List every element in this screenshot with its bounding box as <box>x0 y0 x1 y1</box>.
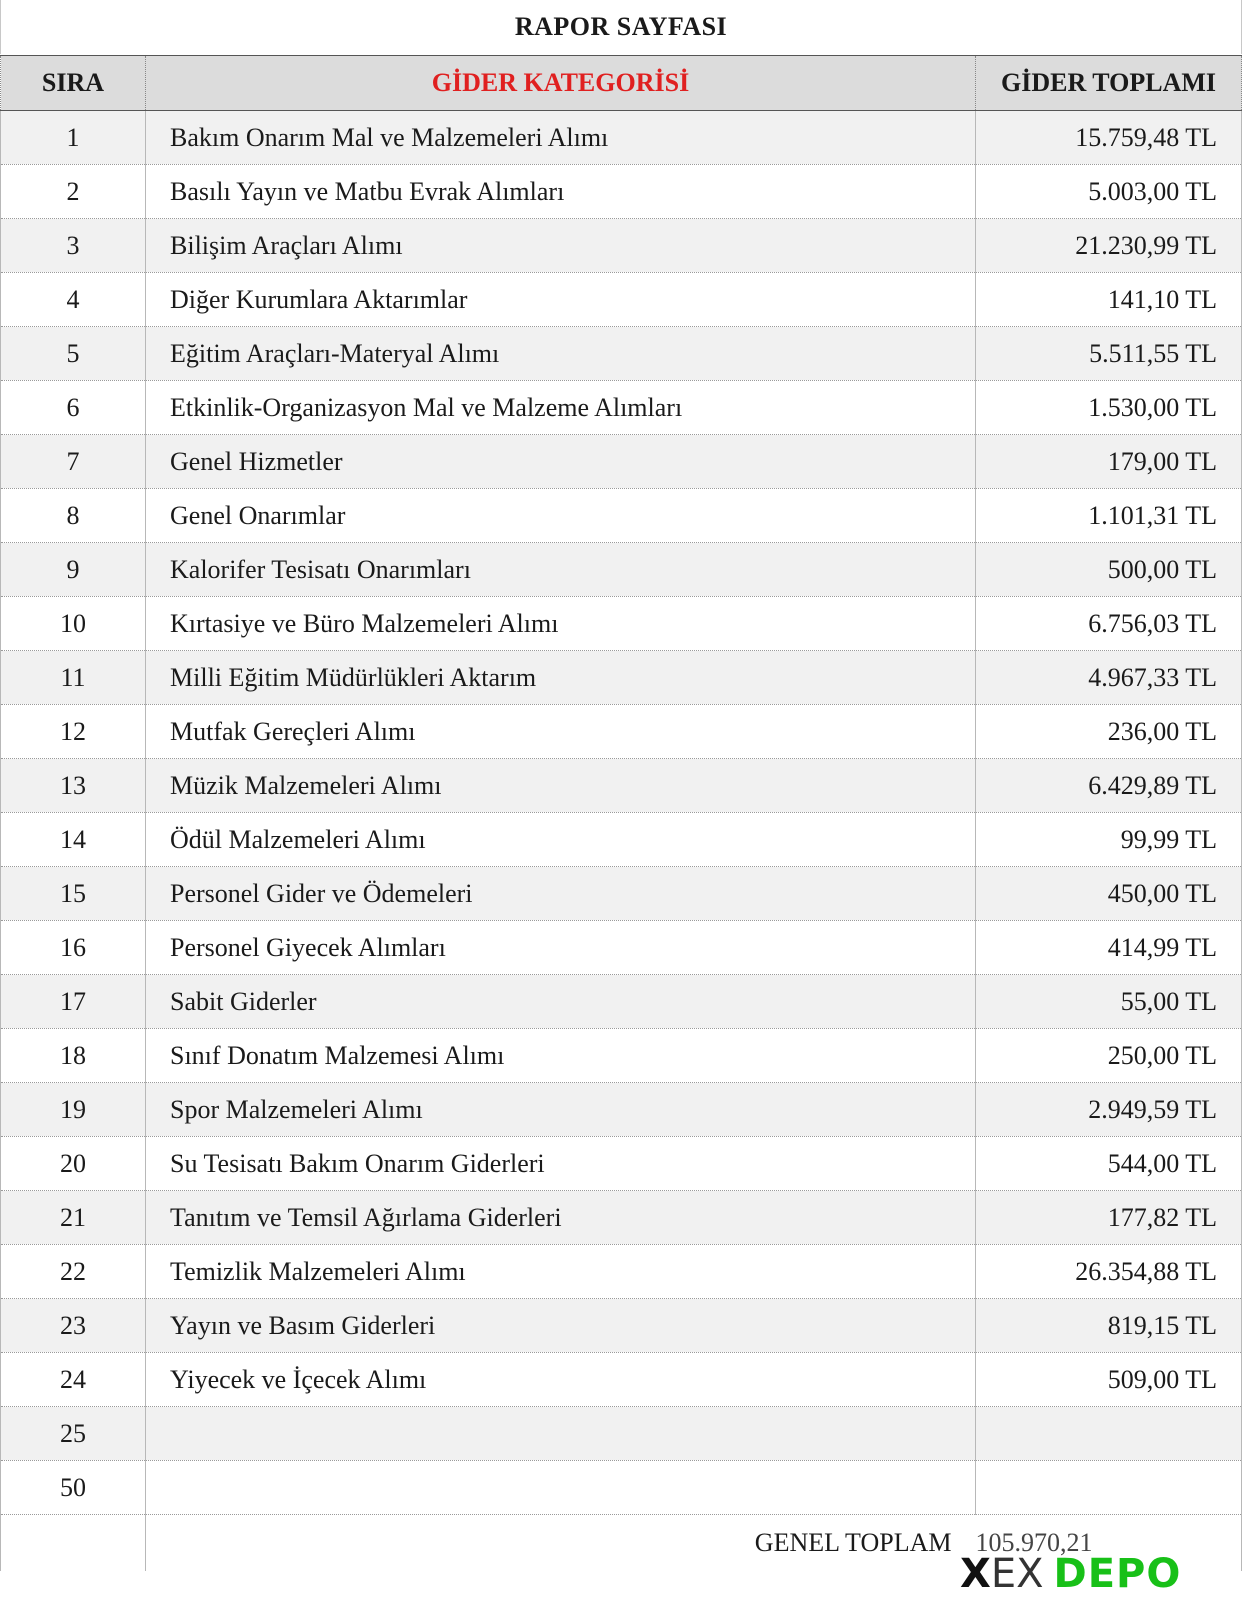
watermark-x: X <box>960 1551 991 1597</box>
toplam-cell: 179,00 TL <box>976 435 1242 489</box>
sira-cell: 11 <box>1 651 146 705</box>
kategori-cell: Temizlik Malzemeleri Alımı <box>146 1245 976 1299</box>
kategori-cell: Sabit Giderler <box>146 975 976 1029</box>
sira-cell: 15 <box>1 867 146 921</box>
table-row <box>1 1461 1242 1515</box>
kategori-cell: Genel Onarımlar <box>146 489 976 543</box>
sira-cell: 7 <box>1 435 146 489</box>
toplam-cell: 819,15 TL <box>976 1299 1242 1353</box>
expense-table <box>0 55 1242 1571</box>
kategori-cell: Genel Hizmetler <box>146 435 976 489</box>
total-label: GENEL TOPLAM <box>146 1515 976 1572</box>
toplam-cell: 1.530,00 TL <box>976 381 1242 435</box>
toplam-cell: 15.759,48 TL <box>976 111 1242 165</box>
kategori-cell: Yiyecek ve İçecek Alımı <box>146 1353 976 1407</box>
toplam-cell: 6.429,89 TL <box>976 759 1242 813</box>
kategori-cell: Tanıtım ve Temsil Ağırlama Giderleri <box>146 1191 976 1245</box>
toplam-cell: 2.949,59 TL <box>976 1083 1242 1137</box>
toplam-cell <box>976 1407 1242 1461</box>
table-row <box>1 921 1242 975</box>
kategori-cell: Diğer Kurumlara Aktarımlar <box>146 273 976 327</box>
toplam-cell: 5.511,55 TL <box>976 327 1242 381</box>
watermark-ex: EX <box>990 1551 1044 1597</box>
sira-cell: 4 <box>1 273 146 327</box>
table-row <box>1 1083 1242 1137</box>
kategori-cell: Kalorifer Tesisatı Onarımları <box>146 543 976 597</box>
sira-cell: 1 <box>1 111 146 165</box>
toplam-cell: 414,99 TL <box>976 921 1242 975</box>
kategori-cell <box>146 1407 976 1461</box>
toplam-cell: 509,00 TL <box>976 1353 1242 1407</box>
kategori-cell: Eğitim Araçları-Materyal Alımı <box>146 327 976 381</box>
kategori-cell: Yayın ve Basım Giderleri <box>146 1299 976 1353</box>
sira-cell: 10 <box>1 597 146 651</box>
sira-cell: 3 <box>1 219 146 273</box>
watermark-depo: DEPO <box>1053 1551 1182 1597</box>
sira-cell: 14 <box>1 813 146 867</box>
kategori-cell: Personel Gider ve Ödemeleri <box>146 867 976 921</box>
table-body <box>1 111 1242 1572</box>
table-row <box>1 1299 1242 1353</box>
kategori-cell: Sınıf Donatım Malzemesi Alımı <box>146 1029 976 1083</box>
toplam-cell: 55,00 TL <box>976 975 1242 1029</box>
toplam-cell: 1.101,31 TL <box>976 489 1242 543</box>
toplam-cell: 21.230,99 TL <box>976 219 1242 273</box>
toplam-cell: 5.003,00 TL <box>976 165 1242 219</box>
sira-cell: 13 <box>1 759 146 813</box>
toplam-cell: 99,99 TL <box>976 813 1242 867</box>
toplam-cell: 141,10 TL <box>976 273 1242 327</box>
table-row <box>1 1353 1242 1407</box>
table-row <box>1 975 1242 1029</box>
sira-cell: 17 <box>1 975 146 1029</box>
kategori-cell: Mutfak Gereçleri Alımı <box>146 705 976 759</box>
sira-cell: 16 <box>1 921 146 975</box>
toplam-cell <box>976 1461 1242 1515</box>
table-row <box>1 543 1242 597</box>
sira-cell: 50 <box>1 1461 146 1515</box>
toplam-cell: 4.967,33 TL <box>976 651 1242 705</box>
kategori-cell: Bakım Onarım Mal ve Malzemeleri Alımı <box>146 111 976 165</box>
table-row <box>1 1245 1242 1299</box>
table-row <box>1 165 1242 219</box>
total-row <box>1 1515 1242 1572</box>
header-kategori: GİDER KATEGORİSİ <box>146 56 976 111</box>
table-row <box>1 111 1242 165</box>
sira-cell: 22 <box>1 1245 146 1299</box>
kategori-cell: Su Tesisatı Bakım Onarım Giderleri <box>146 1137 976 1191</box>
sira-cell: 9 <box>1 543 146 597</box>
table-row <box>1 597 1242 651</box>
total-value: 105.970,21 <box>976 1515 1242 1572</box>
table-row <box>1 651 1242 705</box>
toplam-cell: 450,00 TL <box>976 867 1242 921</box>
kategori-cell <box>146 1461 976 1515</box>
toplam-cell: 500,00 TL <box>976 543 1242 597</box>
table-row <box>1 867 1242 921</box>
table-row <box>1 435 1242 489</box>
sira-cell: 24 <box>1 1353 146 1407</box>
sira-cell: 21 <box>1 1191 146 1245</box>
kategori-cell: Etkinlik-Organizasyon Mal ve Malzeme Alımları <box>146 381 976 435</box>
toplam-cell: 236,00 TL <box>976 705 1242 759</box>
header-sira: SIRA <box>1 56 146 111</box>
sira-cell: 18 <box>1 1029 146 1083</box>
toplam-cell: 177,82 TL <box>976 1191 1242 1245</box>
kategori-cell: Ödül Malzemeleri Alımı <box>146 813 976 867</box>
sira-cell: 8 <box>1 489 146 543</box>
kategori-cell: Bilişim Araçları Alımı <box>146 219 976 273</box>
sira-cell: 12 <box>1 705 146 759</box>
kategori-cell: Spor Malzemeleri Alımı <box>146 1083 976 1137</box>
table-row <box>1 219 1242 273</box>
table-row <box>1 1191 1242 1245</box>
sira-cell: 2 <box>1 165 146 219</box>
kategori-cell: Milli Eğitim Müdürlükleri Aktarım <box>146 651 976 705</box>
table-row <box>1 1407 1242 1461</box>
table-row <box>1 813 1242 867</box>
kategori-cell: Basılı Yayın ve Matbu Evrak Alımları <box>146 165 976 219</box>
table-row <box>1 273 1242 327</box>
table-row <box>1 759 1242 813</box>
kategori-cell: Müzik Malzemeleri Alımı <box>146 759 976 813</box>
sira-cell: 20 <box>1 1137 146 1191</box>
sira-cell: 23 <box>1 1299 146 1353</box>
total-empty-cell <box>1 1515 146 1572</box>
table-row <box>1 327 1242 381</box>
table-header-row <box>1 56 1242 111</box>
table-row <box>1 489 1242 543</box>
kategori-cell: Kırtasiye ve Büro Malzemeleri Alımı <box>146 597 976 651</box>
table-row <box>1 381 1242 435</box>
toplam-cell: 250,00 TL <box>976 1029 1242 1083</box>
kategori-cell: Personel Giyecek Alımları <box>146 921 976 975</box>
toplam-cell: 6.756,03 TL <box>976 597 1242 651</box>
table-row <box>1 1137 1242 1191</box>
table-row <box>1 705 1242 759</box>
header-toplam: GİDER TOPLAMI <box>976 56 1242 111</box>
sira-cell: 25 <box>1 1407 146 1461</box>
toplam-cell: 544,00 TL <box>976 1137 1242 1191</box>
toplam-cell: 26.354,88 TL <box>976 1245 1242 1299</box>
sira-cell: 5 <box>1 327 146 381</box>
table-row <box>1 1029 1242 1083</box>
sira-cell: 6 <box>1 381 146 435</box>
report-title: RAPOR SAYFASI <box>0 0 1242 54</box>
sira-cell: 19 <box>1 1083 146 1137</box>
